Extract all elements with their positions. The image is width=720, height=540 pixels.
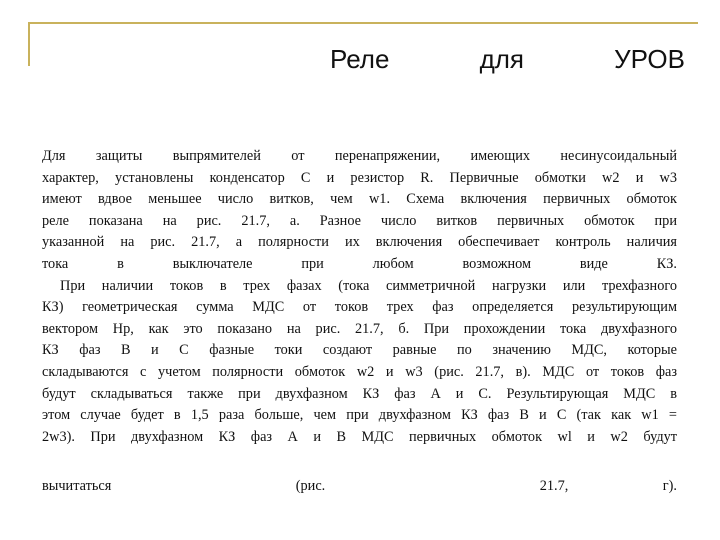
text-line: КЗ) геометрическая сумма МДС от токов трех фаз определяется результирующим bbox=[42, 299, 677, 316]
slide-title bbox=[330, 42, 685, 76]
text-line: указанной на рис. 21.7, а полярности их включения обеспечивает контроль наличия bbox=[42, 234, 677, 251]
frame-left-border bbox=[28, 22, 30, 66]
text-line: Для защиты выпрямителей от перенапряжении, имеющих несинусоидальный bbox=[42, 148, 677, 164]
text-line: складываются с учетом полярности обмоток w2 и w3 (рис. 21.7, в). МДС от токов фаз bbox=[42, 363, 677, 380]
title-word-3: УРОВ bbox=[614, 43, 685, 74]
text-last-line bbox=[42, 476, 677, 498]
frame-top-border bbox=[28, 22, 698, 24]
last-line-word-1: вычитаться bbox=[42, 478, 112, 494]
text-line: будут складываться также при двухфазном КЗ фаз А и С. Результирующая МДС в bbox=[42, 385, 677, 402]
text-line: 2w3). При двухфазном КЗ фаз А и В МДС первичных обмоток wl и w2 будут bbox=[42, 428, 677, 445]
text-line: вектором Нр, как это показано на рис. 21.7, б. При прохождении тока двухфазного bbox=[42, 320, 677, 337]
title-word-1: Реле bbox=[330, 43, 390, 74]
text-line: КЗ фаз В и С фазные токи создают равные по значению МДС, которые bbox=[42, 342, 677, 359]
text-line: тока в выключателе при любом возможном виде КЗ. bbox=[42, 255, 677, 272]
text-line: имеют вдвое меньшее число витков, чем w1. Схема включения первичных обмоток bbox=[42, 191, 677, 208]
body-text bbox=[42, 146, 677, 448]
text-line: характер, установлены конденсатор С и резистор R. Первичные обмотки w2 и w3 bbox=[42, 169, 677, 186]
text-line: При наличии токов в трех фазах (тока симметричной нагрузки или трехфазного bbox=[60, 277, 677, 294]
last-line-word-2: (рис. bbox=[295, 478, 326, 494]
last-line-word-3: 21.7, bbox=[539, 478, 569, 494]
text-line: этом случае будет в 1,5 раза больше, чем при двухфазном КЗ фаз В и С (так как w1 = bbox=[42, 407, 677, 424]
text-line: реле показана на рис. 21.7, а. Разное число витков первичных обмоток при bbox=[42, 212, 677, 229]
title-word-2: для bbox=[479, 43, 524, 74]
last-line-word-4: г). bbox=[662, 478, 677, 494]
